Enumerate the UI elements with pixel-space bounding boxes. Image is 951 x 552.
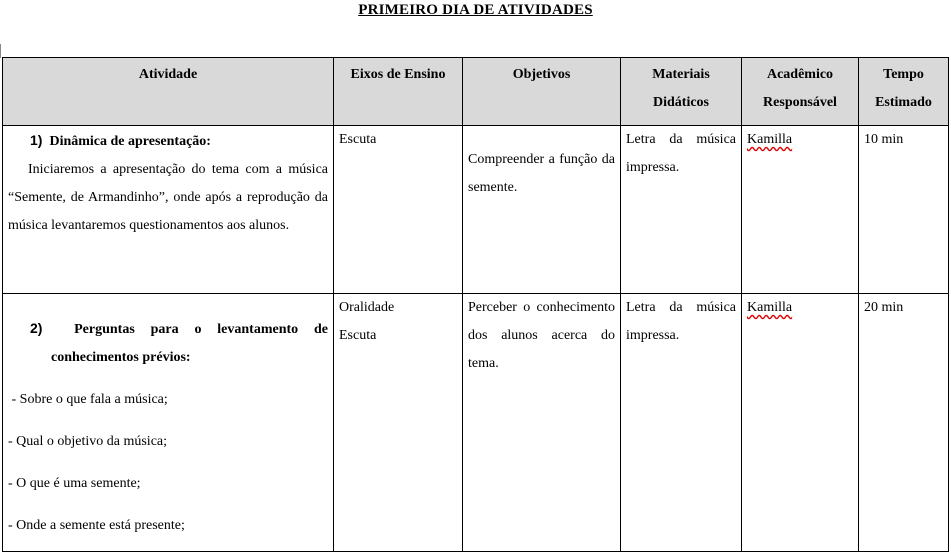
table-row: [3, 294, 949, 552]
tempo-value: 20 min: [864, 300, 904, 315]
header-objetivos: Objetivos: [463, 58, 621, 126]
cell-atividade: [3, 126, 334, 294]
academico-name: Kamilla: [747, 132, 793, 147]
header-eixos: Eixos de Ensino: [334, 58, 463, 126]
cell-materiais: [621, 126, 742, 294]
question-item: - Qual o objetivo da música;: [8, 434, 168, 449]
question-item: - O que é uma semente;: [8, 476, 141, 491]
eixo-item: Escuta: [339, 132, 377, 147]
margin-marker: [0, 44, 1, 58]
activity-title: 1) Dinâmica de apresentação:: [30, 132, 211, 149]
cell-atividade: [3, 294, 334, 552]
cell-tempo: [859, 126, 949, 294]
activity-title: 2) Perguntas para o levantamento de conhecimentos prévios:: [30, 320, 328, 365]
question-list: [8, 386, 328, 540]
cell-academico: [742, 126, 859, 294]
header-academico: Acadêmico Responsável: [742, 58, 859, 126]
objetivo-text: Compreender a função da semente.: [468, 152, 615, 195]
materiais-text: Letra da música impressa.: [626, 132, 736, 175]
header-tempo: Tempo Estimado: [859, 58, 949, 126]
activities-table: [2, 57, 949, 552]
header-materiais: Materiais Didáticos: [621, 58, 742, 126]
tempo-value: 10 min: [864, 132, 904, 147]
eixo-item: Oralidade: [339, 300, 395, 315]
document-title: PRIMEIRO DIA DE ATIVIDADES: [358, 2, 593, 18]
cell-eixos: [334, 294, 463, 552]
academico-name: Kamilla: [747, 300, 793, 315]
header-atividade: Atividade: [3, 58, 334, 126]
eixo-item: Escuta: [339, 328, 377, 343]
materiais-text: Letra da música impressa.: [626, 300, 736, 343]
question-item: - Onde a semente está presente;: [8, 518, 185, 533]
objetivo-text: Perceber o conhecimento dos alunos acerca do tema.: [468, 300, 615, 371]
table-row: [3, 126, 949, 294]
cell-materiais: [621, 294, 742, 552]
table-header-row: [3, 58, 949, 126]
question-item: - Sobre o que fala a música;: [8, 392, 168, 407]
cell-tempo: [859, 294, 949, 552]
cell-eixos: [334, 126, 463, 294]
cell-objetivo: [463, 294, 621, 552]
activity-description: Iniciaremos a apresentação do tema com a música “Semente, de Armandinho”, onde após a reprodução da música levantaremos questionamentos aos alunos.: [8, 162, 328, 233]
cell-academico: [742, 294, 859, 552]
cell-objetivo: [463, 126, 621, 294]
